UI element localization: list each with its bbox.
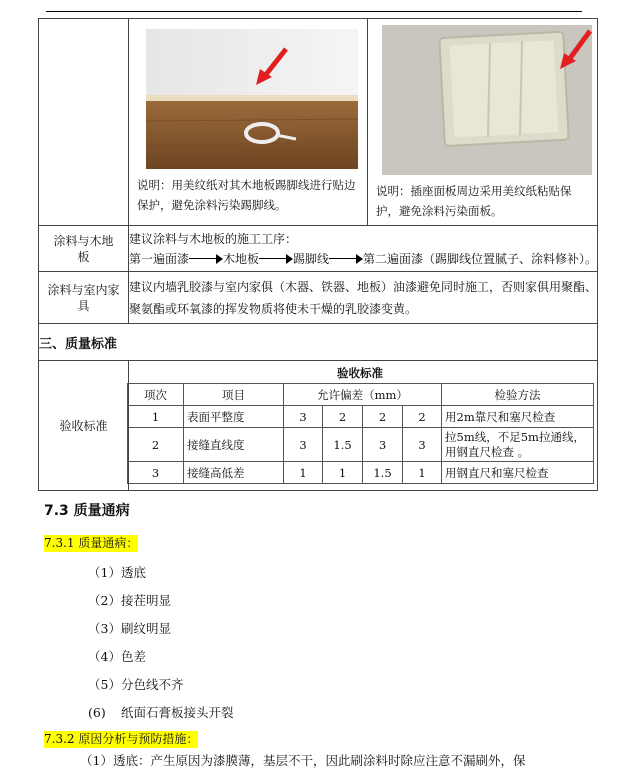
table-cell: 接缝高低差	[184, 462, 284, 484]
table-cell: 1.5	[363, 462, 403, 484]
table-cell: 1	[284, 462, 323, 484]
seq-step-2: 木地板	[223, 251, 260, 266]
header-item: 项目	[184, 384, 284, 406]
seq-step-4: 第二遍面漆（踢脚线位置腻子、涂料修补）。	[363, 251, 598, 266]
table-cell: 3	[363, 428, 403, 462]
acceptance-label: 验收标准	[39, 361, 129, 491]
header-no: 项次	[128, 384, 184, 406]
arrow-right-icon	[259, 254, 293, 264]
skirting-tape-photo	[146, 29, 358, 169]
acceptance-table-title: 验收标准	[337, 366, 383, 380]
header-rule	[46, 11, 582, 12]
table-cell: 3	[128, 462, 184, 484]
seq-step-3: 踢脚线	[293, 251, 330, 266]
table-cell: 3	[284, 428, 323, 462]
subheading-defects: 7.3.1 质量通病：	[44, 536, 139, 550]
defect-item: （1）透底	[88, 565, 147, 580]
socket-tape-photo	[382, 25, 592, 175]
arrow-right-icon	[189, 254, 223, 264]
cause-paragraph: （1）透底：产生原因为漆膜薄，基层不干，因此刷涂料时除应注意不漏刷外，保	[80, 753, 526, 768]
table-cell: 3	[403, 428, 442, 462]
table-cell: 接缝直线度	[184, 428, 284, 462]
seq-step-1: 第一遍面漆	[129, 251, 190, 266]
construction-table	[38, 18, 598, 491]
table-cell: 2	[363, 406, 403, 428]
table-cell: 1.5	[323, 428, 363, 462]
header-method: 检验方法	[442, 384, 594, 406]
table-cell: 1	[403, 462, 442, 484]
paint-floor-intro: 建议涂料与木地板的施工工序：	[129, 231, 298, 246]
section-heading: 7.3 质量通病	[44, 503, 130, 519]
table-cell: 3	[284, 406, 323, 428]
table-cell: 用钢直尺和塞尺检查	[442, 462, 594, 484]
header-tolerance: 允许偏差（mm）	[284, 384, 442, 406]
skirting-photo-image	[146, 29, 358, 169]
defect-item: （4）色差	[88, 649, 147, 664]
table-cell: 2	[128, 428, 184, 462]
defect-item: （3）刷纹明显	[88, 621, 172, 636]
table-cell: 1	[323, 462, 363, 484]
arrow-right-icon	[329, 254, 363, 264]
paint-furniture-label: 涂料与室内家具	[39, 272, 129, 324]
defect-item: (6) 纸面石膏板接头开裂	[88, 705, 234, 720]
table-cell: 表面平整度	[184, 406, 284, 428]
acceptance-table	[127, 383, 594, 484]
table-cell: 1	[128, 406, 184, 428]
empty-label-cell	[39, 19, 129, 226]
table-cell: 用2m靠尺和塞尺检查	[442, 406, 594, 428]
table-cell: 2	[323, 406, 363, 428]
paint-furniture-text: 建议内墙乳胶漆与室内家俱（木器、铁器、地板）油漆避免同时施工，否则家俱用聚酯、聚氨酯或环氧漆的挥发物质将使未干燥的乳胶漆变黄。	[129, 272, 598, 324]
section-title: 三、质量标准	[39, 324, 598, 361]
paint-floor-sequence	[129, 249, 597, 269]
subheading-causes: 7.3.2 原因分析与预防措施：	[44, 732, 199, 746]
paint-floor-label: 涂料与木地板	[39, 226, 129, 272]
table-cell: 2	[403, 406, 442, 428]
right-caption: 说明：插座面板周边采用美纹纸粘贴保护，避免涂料污染面板。	[376, 184, 572, 218]
defect-item: （5）分色线不齐	[88, 677, 184, 692]
defect-item: （2）接茬明显	[88, 593, 172, 608]
socket-photo-image	[382, 25, 592, 175]
left-caption: 说明：用美纹纸对其木地板踢脚线进行贴边保护，避免涂料污染踢脚线。	[137, 178, 356, 212]
table-cell: 拉5m线，不足5m拉通线，用钢直尺检查 。	[442, 428, 594, 462]
